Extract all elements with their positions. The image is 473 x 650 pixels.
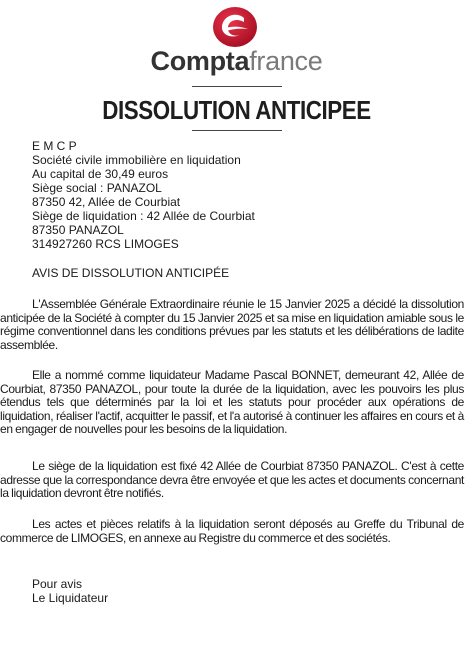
liquidation-city: 87350 PANAZOL [32,223,124,237]
company-name: E M C P [32,139,77,153]
registered-address: 87350 42, Allée de Courbiat [32,195,181,209]
paragraph-office: Le siège de la liquidation est fixé 42 Allée de Courbiat 87350 PANAZOL. C'est à cette adresse que la correspondance devra être envoyée et que les actes et documents concernant la liquidation devront être notifiés. [0,459,464,500]
notice-heading: AVIS DE DISSOLUTION ANTICIPÉE [32,266,230,280]
paragraph-decision: L'Assemblée Générale Extraordinaire réunie le 15 Janvier 2025 a décidé la dissolution anticipée de la Société à compter du 15 Janvier 2025 et sa mise en liquidation amiable sous le régime conventionnel dans les conditions prévues par les statuts et les délibérations de ladite assemblée. [0,297,464,352]
paragraph-filing: Les actes et pièces relatifs à la liquidation seront déposés au Greffe du Tribunal de commerce de LIMOGES, en annexe au Registre du commerce et des sociétés. [0,517,464,545]
company-form: Société civile immobilière en liquidation [32,153,241,167]
paragraph-liquidator: Elle a nommé comme liquidateur Madame Pascal BONNET, demeurant 42, Allée de Courbiat, 87350 PANAZOL, pour toute la durée de la liquidation, avec les pouvoirs les plus étendus tels que déterminés par la loi et les statuts pour procéder aux opérations de liquidation, réaliser l'actif, acquitter le passif, et l'a autorisé à continuer les affaires en cours et à en engager de nouvelles pour les besoins de la liquidation. [0,368,464,436]
brand-name-bold: Compta [150,46,250,76]
registered-office: Siège social : PANAZOL [32,181,162,195]
signature-line-2: Le Liquidateur [32,591,109,605]
brand-name-light: france [249,46,323,76]
liquidation-office: Siège de liquidation : 42 Allée de Courbiat [32,209,255,223]
page-title: DISSOLUTION ANTICIPEE [102,95,371,125]
rcs-number: 314927260 RCS LIMOGES [32,237,179,251]
signature-line-1: Pour avis [32,577,83,591]
company-capital: Au capital de 30,49 euros [32,167,169,181]
